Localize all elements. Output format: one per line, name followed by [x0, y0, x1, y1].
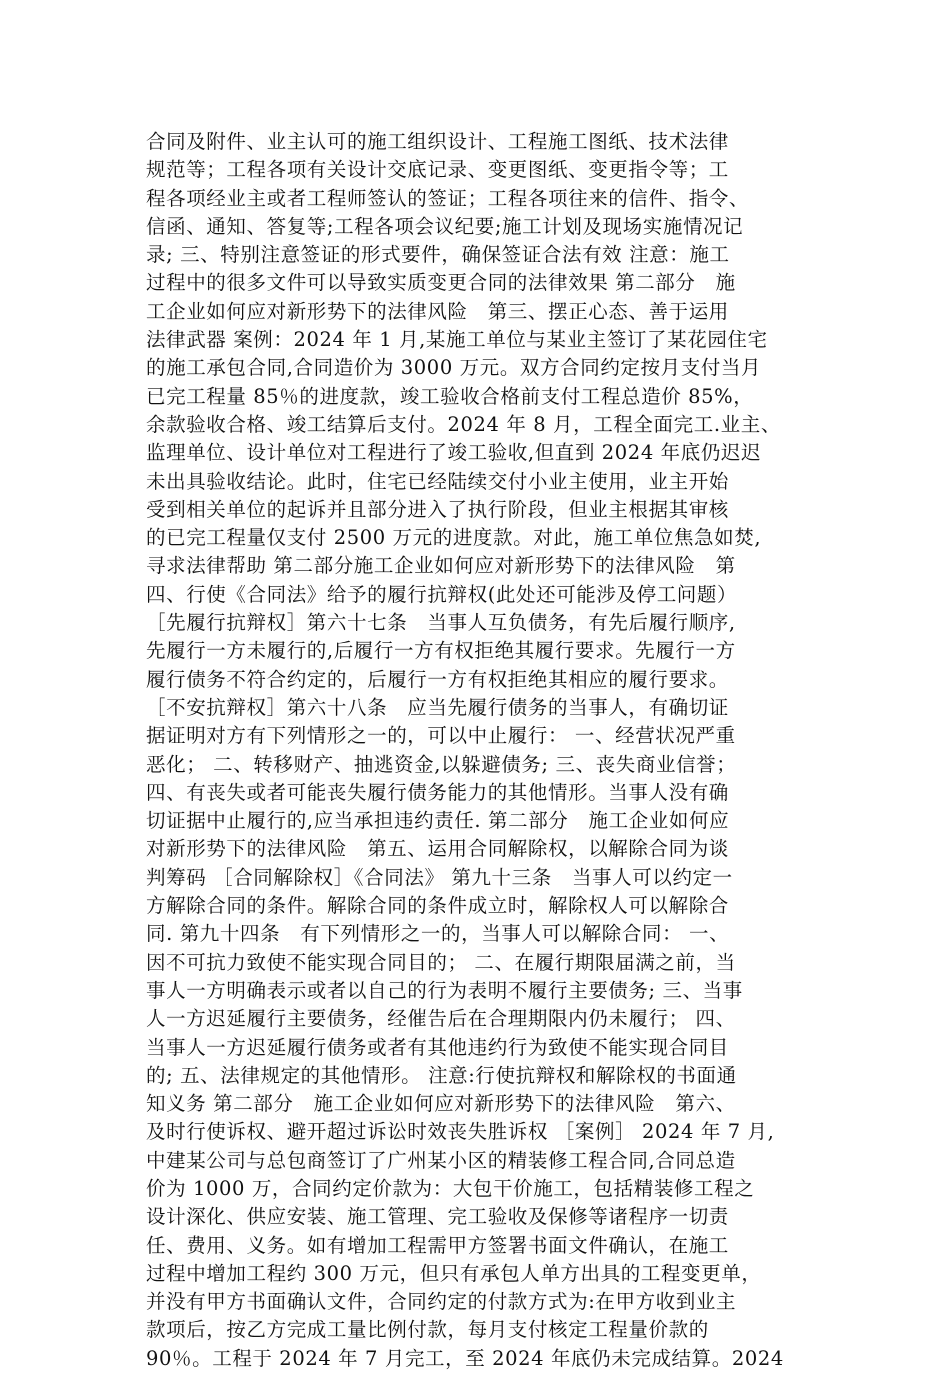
text-line: 并没有甲方书面确认文件，合同约定的付款方式为:在甲方收到业主 — [146, 1290, 737, 1314]
text-line: 人一方迟延履行主要债务，经催告后在合理期限内仍未履行； 四、 — [146, 1007, 736, 1031]
text-line: 余款验收合格、竣工结算后支付。2024 年 8 月，工程全面完工.业主、 — [146, 412, 781, 436]
text-line: 监理单位、设计单位对工程进行了竣工验收,但直到 2024 年底仍迟迟 — [146, 441, 762, 465]
text-line: ［先履行抗辩权］第六十七条 当事人互负债务，有先后履行顺序, — [146, 611, 736, 635]
text-line: 90％。工程于 2024 年 7 月完工，至 2024 年底仍未完成结算。2024 — [146, 1346, 784, 1370]
text-line: 规范等；工程各项有关设计交底记录、变更图纸、变更指令等；工 — [146, 158, 729, 182]
text-line: 录; 三、特别注意签证的形式要件，确保签证合法有效 注意：施工 — [146, 243, 730, 267]
text-line: 过程中的很多文件可以导致实质变更合同的法律效果 第二部分 施 — [146, 271, 736, 295]
text-line: 受到相关单位的起诉并且部分进入了执行阶段，但业主根据其审核 — [146, 497, 729, 521]
text-line: 款项后，按乙方完成工量比例付款，每月支付核定工程量价款的 — [146, 1318, 709, 1342]
text-line: 同. 第九十四条 有下列情形之一的，当事人可以解除合同： 一、 — [146, 922, 730, 946]
text-line: 合同及附件、业主认可的施工组织设计、工程施工图纸、技术法律 — [146, 130, 729, 153]
text-line: 寻求法律帮助 第二部分施工企业如何应对新形势下的法律风险 第 — [146, 554, 736, 578]
text-line: 过程中增加工程约 300 万元，但只有承包人单方出具的工程变更单， — [146, 1261, 762, 1285]
text-line: 中建某公司与总包商签订了广州某小区的精装修工程合同,合同总造 — [146, 1148, 736, 1172]
text-line: 的已完工程量仅支付 2500 万元的进度款。对此，施工单位焦急如焚, — [146, 526, 762, 550]
text-line: 方解除合同的条件。解除合同的条件成立时，解除权人可以解除合 — [146, 894, 729, 918]
text-line: 知义务 第二部分 施工企业如何应对新形势下的法律风险 第六、 — [146, 1092, 736, 1116]
text-line: 法律武器 案例：2024 年 1 月,某施工单位与某业主签订了某花园住宅 — [146, 328, 768, 352]
text-line: 已完工程量 85％的进度款，竣工验收合格前支付工程总造价 85%， — [146, 384, 754, 408]
text-line: 履行债务不符合约定的，后履行一方有权拒绝其相应的履行要求。 — [146, 667, 729, 691]
text-line: 四、有丧失或者可能丧失履行债务能力的其他情形。当事人没有确 — [146, 780, 729, 804]
text-line: 及时行使诉权、避开超过诉讼时效丧失胜诉权 ［案例］ 2024 年 7 月, — [146, 1120, 775, 1144]
text-line: 设计深化、供应安装、施工管理、完工验收及保修等诸程序一切责 — [146, 1205, 729, 1229]
text-line: 程各项经业主或者工程师签认的签证；工程各项往来的信件、指令、 — [146, 186, 750, 210]
text-line: 任、费用、义务。如有增加工程需甲方签署书面文件确认，在施工 — [146, 1233, 729, 1257]
text-line: 未出具验收结论。此时，住宅已经陆续交付小业主使用，业主开始 — [146, 469, 729, 493]
text-line: 事人一方明确表示或者以自己的行为表明不履行主要债务; 三、当事 — [146, 978, 743, 1002]
text-line: 据证明对方有下列情形之一的，可以中止履行： 一、经营状况严重 — [146, 724, 736, 748]
text-line: 恶化； 二、转移财产、抽逃资金,以躲避债务; 三、丧失商业信誉； — [146, 752, 737, 776]
text-line: 先履行一方未履行的,后履行一方有权拒绝其履行要求。先履行一方 — [146, 639, 736, 663]
body-text — [146, 128, 814, 1373]
text-line: 因不可抗力致使不能实现合同目的； 二、在履行期限届满之前，当 — [146, 950, 736, 974]
text-line: 的; 五、法律规定的其他情形。 注意:行使抗辩权和解除权的书面通 — [146, 1063, 737, 1087]
text-line: 切证据中止履行的,应当承担违约责任. 第二部分 施工企业如何应 — [146, 809, 730, 833]
text-line: 价为 1000 万，合同约定价款为：大包干价施工，包括精装修工程之 — [146, 1176, 755, 1200]
text-line: 当事人一方迟延履行债务或者有其他违约行为致使不能实现合同目 — [146, 1035, 729, 1059]
text-line: 信函、通知、答复等;工程各项会议纪要;施工计划及现场实施情况记 — [146, 214, 744, 238]
text-line: ［不安抗辩权］第六十八条 应当先履行债务的当事人，有确切证 — [146, 695, 729, 719]
text-line: 对新形势下的法律风险 第五、运用合同解除权，以解除合同为谈 — [146, 837, 729, 861]
text-line: 工企业如何应对新形势下的法律风险 第三、摆正心态、善于运用 — [146, 299, 729, 323]
text-line: 的施工承包合同,合同造价为 3000 万元。双方合同约定按月支付当月 — [146, 356, 762, 380]
text-line: 判筹码 ［合同解除权］《合同法》 第九十三条 当事人可以约定一 — [146, 865, 733, 889]
text-line: 四、行使《合同法》给予的履行抗辩权(此处还可能涉及停工问题） — [146, 582, 738, 606]
